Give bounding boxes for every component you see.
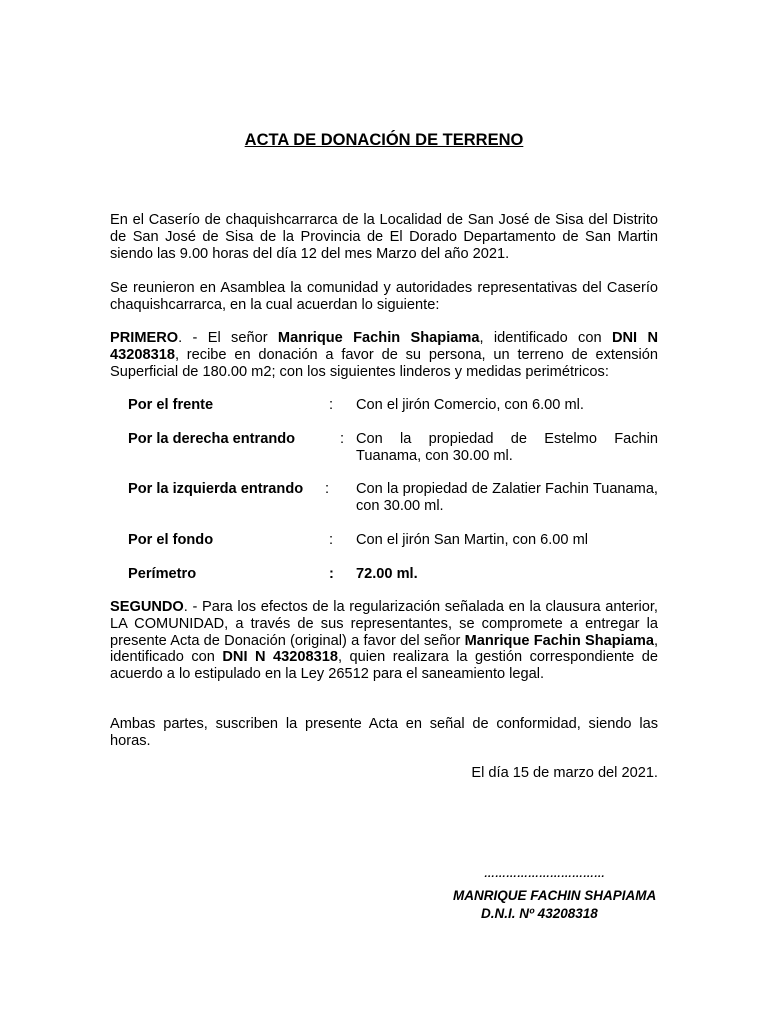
signature-line: …………………………… [484,868,605,880]
document-date: El día 15 de marzo del 2021. [471,765,658,781]
primero-paragraph [110,330,658,380]
boundary-colon: : [329,532,334,548]
boundary-value: Con la propiedad de Estelmo Fachin Tuanama, con 30.00 ml. [356,431,658,464]
boundary-label: Por el fondo [128,532,214,548]
boundary-value: Con el jirón Comercio, con 6.00 ml. [356,397,584,413]
segundo-donee-name: Manrique Fachin Shapiama [464,632,654,649]
segundo-dni: DNI N 43208318 [222,649,338,666]
segundo-label: SEGUNDO [110,599,184,615]
intro-paragraph: En el Caserío de chaquishcarrarca de la Localidad de San José de Sisa del Distrito de San José de Sisa de la Provincia de El Dorado Departamento de San Martin siendo las 9.00 horas del día 12 del mes Marzo del año 2021. [110,212,658,262]
boundary-label: Por la izquierda entrando [128,481,304,497]
boundary-colon: : [329,566,334,582]
document-title: ACTA DE DONACIÓN DE TERRENO [244,131,524,149]
boundary-colon: : [340,431,345,447]
primero-label: PRIMERO [110,330,179,346]
primero-text-2: , identificado con [479,330,612,346]
signature-name: MANRIQUE FACHIN SHAPIAMA [453,888,657,903]
segundo-paragraph [110,599,658,683]
boundary-label: Por la derecha entrando [128,431,296,447]
primero-dni: DNI N 43208318 [110,330,658,363]
boundary-colon: : [325,481,330,497]
primero-donee-name: Manrique Fachin Shapiama [277,330,480,346]
boundary-label: Por el frente [128,397,214,413]
primero-text-1: . - El señor [178,330,278,346]
signature-dni: D.N.I. Nº 43208318 [481,906,598,921]
assembly-paragraph: Se reunieron en Asamblea la comunidad y autoridades representativas del Caserío chaquishcarrarca, en la cual acuerdan lo siguiente: [110,280,658,313]
boundary-value: 72.00 ml. [356,566,418,582]
segundo-text-2: , identificado con [110,632,659,666]
segundo-text-1: . - Para los efectos de la regularización señalada en la clausura anterior, LA COMUNIDAD, a través de sus representantes, se compromete a entregar la presente Acta de Donación (original) a favor del señor [110,599,658,649]
boundary-label: Perímetro [128,566,197,582]
boundary-colon: : [329,397,334,413]
segundo-text-3: , quien realizara la gestión correspondiente de acuerdo a lo estipulado en la Ley 26512 para el saneamiento legal. [110,649,658,683]
primero-text-3: , recibe en donación a favor de su persona, un terreno de extensión Superficial de 180.00 m2; con los siguientes linderos y medidas perimétricos: [110,346,658,380]
boundary-value: Con el jirón San Martin, con 6.00 ml [356,532,588,548]
closing-paragraph: Ambas partes, suscriben la presente Acta en señal de conformidad, siendo las horas. [110,716,658,749]
boundary-value: Con la propiedad de Zalatier Fachin Tuanama, con 30.00 ml. [356,481,658,514]
